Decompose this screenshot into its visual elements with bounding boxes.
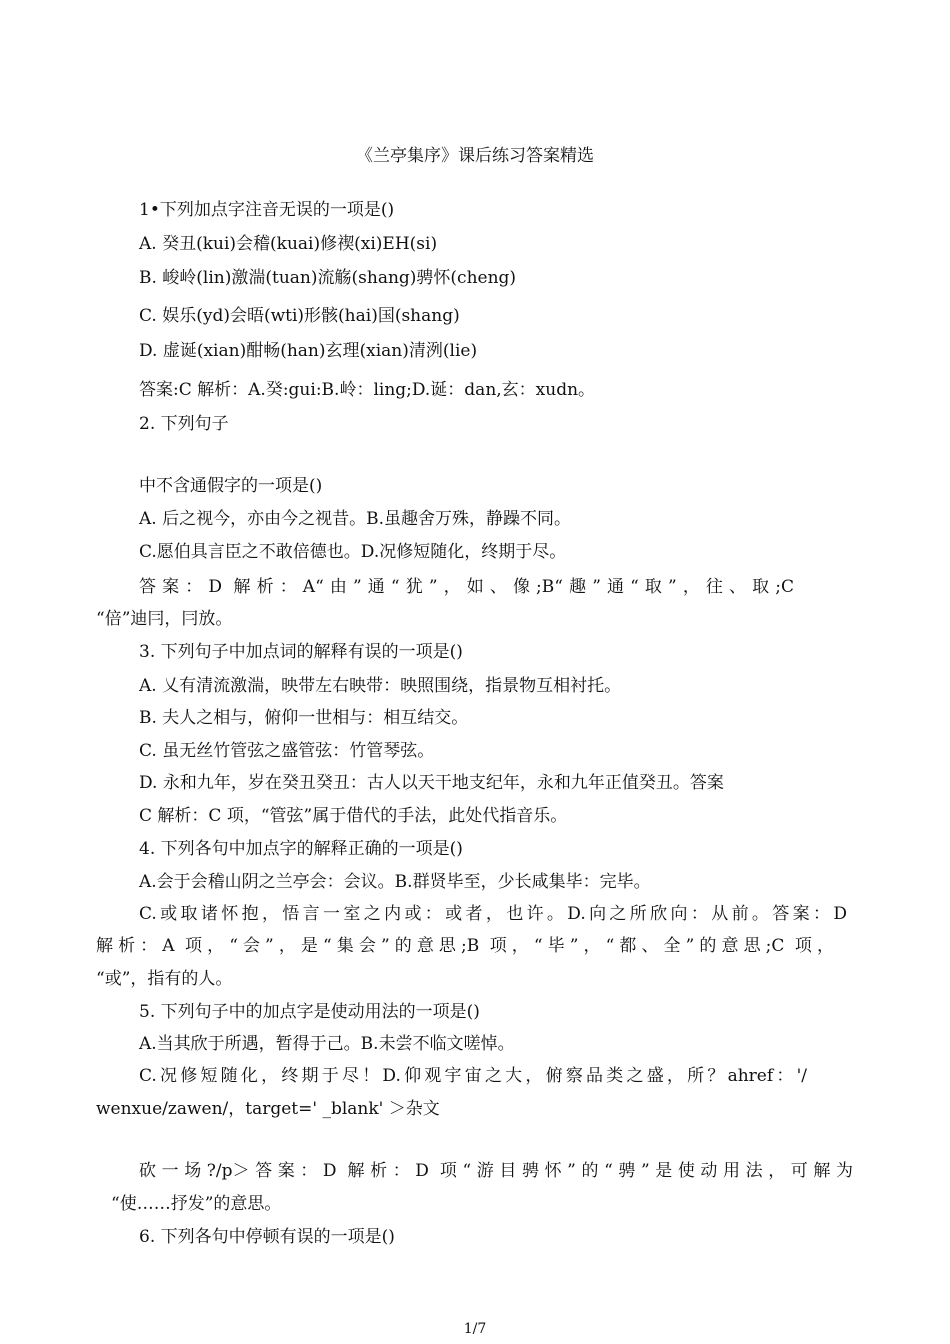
question-2-answer: 答案：D 解析：A“由”通“犹”，如、像;B“趣”通“取”，往、取;C xyxy=(139,577,794,597)
question-5-options-cd: C.况修短随化，终期于尽！D.仰观宇宙之大，俯察品类之盛，所？ahref：'/ xyxy=(139,1066,807,1086)
question-2-answer-cont: “倍”迪冃，冃放。 xyxy=(96,609,233,629)
question-1-option-a: A. 癸丑(kui)会稽(kuai)修禊(xi)EH(si) xyxy=(139,234,438,254)
question-4-options-ab: A.会于会稽山阴之兰亭会：会议。B.群贤毕至，少长咸集毕：完毕。 xyxy=(139,872,651,892)
question-3-answer: C 解析：C 项，“管弦”属于借代的手法，此处代指音乐。 xyxy=(139,806,568,826)
question-5-stem: 5. 下列句子中的加点字是使动用法的一项是() xyxy=(139,1002,480,1022)
question-1-stem: 1•下列加点字注音无误的一项是() xyxy=(139,200,395,220)
question-4-explanation-cont: “或”，指有的人。 xyxy=(96,969,233,989)
question-5-options-cd-cont: wenxue/zawen/，target=' _blank' ＞杂文 xyxy=(96,1099,440,1119)
question-2-stem-start: 2. 下列句子 xyxy=(139,414,229,434)
question-3-option-a: A. 乂有清流激湍，映带左右映带：映照围绕，指景物互相衬托。 xyxy=(139,676,622,696)
question-2-options-ab: A. 后之视今，亦由今之视昔。B.虽趣舍万殊，静躁不同。 xyxy=(139,509,571,529)
question-1-option-b: B. 峻岭(lin)激湍(tuan)流觞(shang)骋怀(cheng) xyxy=(139,268,517,288)
page-number: 1/7 xyxy=(463,1321,487,1337)
question-3-option-b: B. 夫人之相与，俯仰一世相与：相互结交。 xyxy=(139,708,469,728)
document-title: 《兰亭集序》课后练习答案精选 xyxy=(356,146,594,166)
question-5-answer-cont: “使……抒发”的意思。 xyxy=(111,1194,282,1214)
question-2-options-cd: C.愿伯具言臣之不敢倍德也。D.况修短随化，终期于尽。 xyxy=(139,542,567,562)
question-3-option-d: D. 永和九年，岁在癸丑癸丑：古人以天干地支纪年，永和九年正值癸丑。答案 xyxy=(139,773,724,793)
question-2-stem-end: 中不含通假字的一项是() xyxy=(139,476,323,496)
question-3-option-c: C. 虽无丝竹管弦之盛管弦：竹管琴弦。 xyxy=(139,741,435,761)
question-5-answer: 砍一场?/p＞答案：D 解析：D 项“游目骋怀”的“骋”是使动用法，可解为 xyxy=(139,1161,853,1181)
question-6-stem: 6. 下列各句中停顿有误的一项是() xyxy=(139,1227,395,1247)
question-1-option-d: D. 虚诞(xian)酣畅(han)玄理(xian)清洌(lie) xyxy=(139,341,478,361)
question-5-options-ab: A.当其欣于所遇，暂得于己。B.未尝不临文嗟悼。 xyxy=(139,1034,515,1054)
question-3-stem: 3. 下列句子中加点词的解释有误的一项是() xyxy=(139,642,463,662)
question-4-options-cd-answer: C.或取诸怀抱，悟言一室之内或：或者，也许。D.向之所欣向：从前。答案：D xyxy=(139,904,847,924)
question-4-stem: 4. 下列各句中加点字的解释正确的一项是() xyxy=(139,839,463,859)
question-1-answer: 答案:C 解析：A.癸:gui:B.岭：ling;D.诞：dan,玄：xudn。 xyxy=(139,380,596,400)
question-1-option-c: C. 娱乐(yd)会晤(wti)形骸(hai)国(shang) xyxy=(139,306,460,326)
question-4-explanation: 解析：A 项，“会”，是“集会”的意思;B 项，“毕”，“都、全”的意思;C 项， xyxy=(96,936,834,956)
